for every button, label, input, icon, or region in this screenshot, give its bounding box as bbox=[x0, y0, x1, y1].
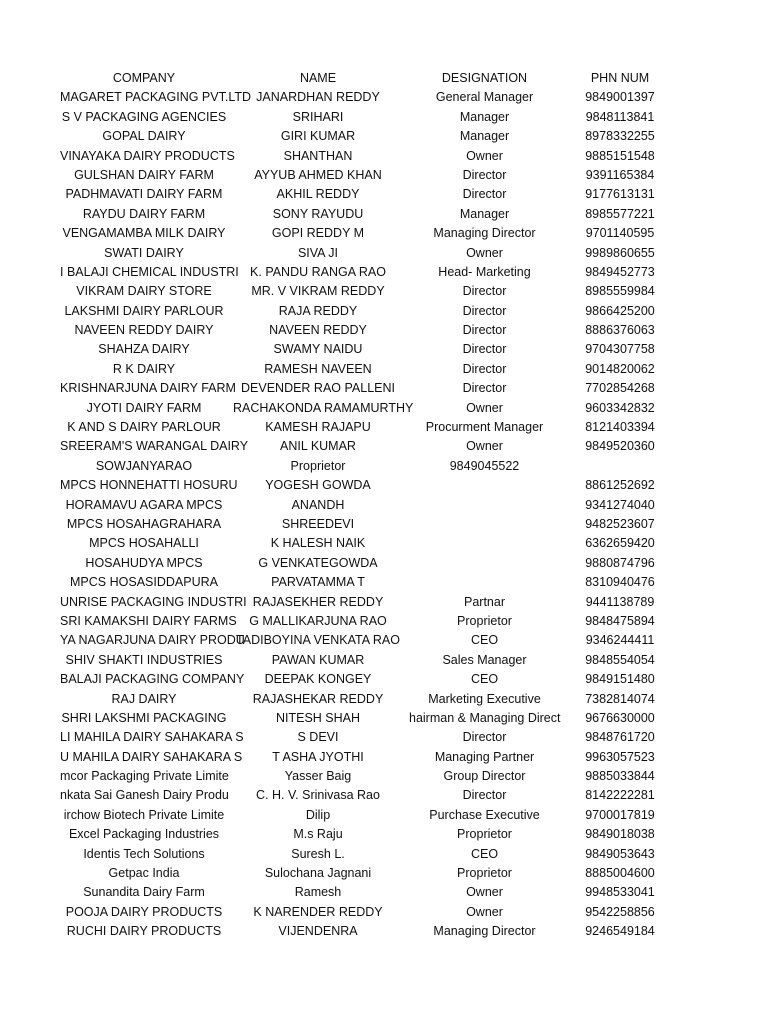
name-cell: Sulochana Jagnani bbox=[264, 866, 372, 881]
company-cell: NAVEEN REDDY DAIRY bbox=[74, 323, 214, 338]
company-cell: RAJ DAIRY bbox=[111, 691, 177, 706]
company-cell: SHAHZA DAIRY bbox=[98, 342, 190, 357]
phone-cell: 9700017819 bbox=[585, 807, 655, 822]
name-cell: Dilip bbox=[305, 807, 331, 822]
designation-cell: Owner bbox=[466, 439, 503, 454]
name-cell: K. PANDU RANGA RAO bbox=[250, 264, 386, 279]
name-cell: C. H. V. Srinivasa Rao bbox=[256, 788, 380, 803]
company-cell: Getpac India bbox=[108, 866, 180, 881]
company-cell: SRI KAMAKSHI DAIRY FARMS bbox=[60, 613, 237, 628]
designation-cell: Director bbox=[462, 303, 507, 318]
designation-cell: Director bbox=[462, 381, 507, 396]
phone-cell: 8310940476 bbox=[585, 575, 655, 590]
table-row bbox=[0, 88, 768, 107]
table-row bbox=[0, 709, 768, 728]
company-cell: PADHMAVATI DAIRY FARM bbox=[65, 187, 223, 202]
phone-cell: 6362659420 bbox=[585, 536, 655, 551]
name-cell: G MALLIKARJUNA RAO bbox=[249, 613, 387, 628]
table-row bbox=[0, 864, 768, 883]
phone-cell: 9246549184 bbox=[585, 924, 655, 939]
header-company: COMPANY bbox=[112, 71, 176, 85]
company-cell: HORAMAVU AGARA MPCS bbox=[65, 497, 223, 512]
designation-cell: Managing Partner bbox=[434, 749, 535, 764]
table-row bbox=[0, 651, 768, 670]
company-cell: JYOTI DAIRY FARM bbox=[86, 400, 202, 415]
phone-cell: 9603342832 bbox=[585, 400, 655, 415]
name-cell: MR. V VIKRAM REDDY bbox=[251, 284, 385, 299]
designation-cell: CEO bbox=[470, 672, 499, 687]
phone-cell: 9885033844 bbox=[585, 769, 655, 784]
name-cell: SHREEDEVI bbox=[281, 516, 355, 531]
phone-cell: 9849151480 bbox=[585, 672, 655, 687]
company-cell: HOSAHUDYA MPCS bbox=[85, 555, 203, 570]
designation-cell bbox=[409, 554, 560, 573]
company-cell: GULSHAN DAIRY FARM bbox=[74, 167, 214, 182]
table-row bbox=[0, 883, 768, 902]
name-cell: T ASHA JYOTHI bbox=[272, 749, 364, 764]
name-cell: VIJENDENRA bbox=[278, 924, 358, 939]
designation-cell: CEO bbox=[470, 846, 499, 861]
table-row bbox=[0, 612, 768, 631]
table-row bbox=[0, 185, 768, 204]
phone-cell: 8978332255 bbox=[585, 129, 655, 144]
company-cell: S V PACKAGING AGENCIES bbox=[61, 109, 227, 124]
name-cell: AKHIL REDDY bbox=[276, 187, 360, 202]
company-cell: RUCHI DAIRY PRODUCTS bbox=[66, 924, 222, 939]
company-cell: UNRISE PACKAGING INDUSTRI bbox=[60, 594, 247, 609]
designation-cell bbox=[409, 476, 560, 495]
table-row bbox=[0, 767, 768, 786]
designation-cell: CEO bbox=[470, 633, 499, 648]
table-row bbox=[0, 786, 768, 805]
table-row bbox=[0, 845, 768, 864]
table-row bbox=[0, 457, 768, 476]
designation-cell bbox=[409, 515, 560, 534]
name-cell: RAJASEKHER REDDY bbox=[252, 594, 384, 609]
name-cell: PARVATAMMA T bbox=[271, 575, 365, 590]
phone-cell: 9542258856 bbox=[585, 904, 655, 919]
table-row bbox=[0, 728, 768, 747]
name-cell: Suresh L. bbox=[291, 846, 345, 861]
table-row bbox=[0, 593, 768, 612]
name-cell: G VENKATEGOWDA bbox=[258, 555, 378, 570]
name-cell: SIVA JI bbox=[297, 245, 339, 260]
designation-cell: Owner bbox=[466, 245, 503, 260]
table-row bbox=[0, 903, 768, 922]
designation-cell: Director bbox=[462, 730, 507, 745]
company-cell: MPCS HOSAHALLI bbox=[89, 536, 199, 551]
phone-cell: 9866425200 bbox=[585, 303, 655, 318]
designation-cell: 9849045522 bbox=[449, 458, 520, 473]
company-cell: MPCS HONNEHATTI HOSURU bbox=[60, 478, 238, 493]
company-cell: KRISHNARJUNA DAIRY FARM bbox=[60, 381, 236, 396]
designation-cell: Sales Manager bbox=[442, 652, 527, 667]
table-body bbox=[0, 88, 768, 941]
designation-cell: Proprietor bbox=[457, 866, 512, 881]
name-cell: SRIHARI bbox=[292, 109, 344, 124]
header-row bbox=[0, 69, 768, 88]
company-cell: YA NAGARJUNA DAIRY PRODU bbox=[60, 633, 245, 648]
designation-cell bbox=[409, 496, 560, 515]
phone-cell: 9848554054 bbox=[585, 652, 655, 667]
designation-cell: Owner bbox=[466, 885, 503, 900]
name-cell: KAMESH RAJAPU bbox=[265, 420, 371, 435]
table-row bbox=[0, 399, 768, 418]
table-row bbox=[0, 127, 768, 146]
phone-cell: 9849520360 bbox=[585, 439, 655, 454]
company-cell: Sunandita Dairy Farm bbox=[83, 885, 205, 900]
company-cell: K AND S DAIRY PARLOUR bbox=[67, 420, 221, 435]
table-row bbox=[0, 282, 768, 301]
designation-cell: hairman & Managing Direct bbox=[409, 710, 561, 725]
phone-cell: 8985577221 bbox=[585, 206, 655, 221]
name-cell: YOGESH GOWDA bbox=[265, 478, 371, 493]
name-cell: K NARENDER REDDY bbox=[253, 904, 383, 919]
phone-cell: 9989860655 bbox=[585, 245, 655, 260]
table-row bbox=[0, 379, 768, 398]
company-cell: R K DAIRY bbox=[112, 361, 176, 376]
company-cell: nkata Sai Ganesh Dairy Produ bbox=[60, 788, 229, 803]
header-designation: DESIGNATION bbox=[441, 71, 528, 85]
name-cell: M.s Raju bbox=[293, 827, 343, 842]
phone-cell: 9177613131 bbox=[585, 187, 655, 202]
name-cell: RAMESH NAVEEN bbox=[264, 361, 372, 376]
designation-cell: Owner bbox=[466, 904, 503, 919]
designation-cell bbox=[409, 534, 560, 553]
table-row bbox=[0, 922, 768, 941]
company-cell: BALAJI PACKAGING COMPANY bbox=[60, 672, 245, 687]
phone-cell: 8142222281 bbox=[585, 788, 655, 803]
name-cell: TADIBOYINA VENKATA RAO bbox=[236, 633, 400, 648]
designation-cell: Head- Marketing bbox=[438, 264, 531, 279]
phone-cell: 8886376063 bbox=[585, 323, 655, 338]
designation-cell: Director bbox=[462, 361, 507, 376]
name-cell: NITESH SHAH bbox=[275, 710, 361, 725]
table-row bbox=[0, 534, 768, 553]
table-row bbox=[0, 147, 768, 166]
company-cell: GOPAL DAIRY bbox=[102, 129, 186, 144]
company-cell: VINAYAKA DAIRY PRODUCTS bbox=[60, 148, 235, 163]
designation-cell: Director bbox=[462, 167, 507, 182]
name-cell: RAJA REDDY bbox=[278, 303, 358, 318]
name-cell: SONY RAYUDU bbox=[272, 206, 364, 221]
contact-table bbox=[0, 69, 768, 942]
name-cell: NAVEEN REDDY bbox=[269, 323, 367, 338]
company-cell: mcor Packaging Private Limite bbox=[60, 769, 229, 784]
phone-cell: 7382814074 bbox=[585, 691, 655, 706]
company-cell: SREERAM'S WARANGAL DAIRY bbox=[60, 439, 249, 454]
phone-cell: 9849001397 bbox=[585, 90, 655, 105]
phone-cell: 9704307758 bbox=[585, 342, 655, 357]
table-row bbox=[0, 302, 768, 321]
designation-cell: Owner bbox=[466, 148, 503, 163]
company-cell: SWATI DAIRY bbox=[104, 245, 184, 260]
table-row bbox=[0, 690, 768, 709]
name-cell: SHANTHAN bbox=[283, 148, 353, 163]
designation-cell: Marketing Executive bbox=[428, 691, 541, 706]
designation-cell: Proprietor bbox=[457, 827, 512, 842]
company-cell: VIKRAM DAIRY STORE bbox=[76, 284, 212, 299]
phone-cell: 7702854268 bbox=[585, 381, 655, 396]
company-cell: I BALAJI CHEMICAL INDUSTRI bbox=[60, 264, 239, 279]
table-row bbox=[0, 360, 768, 379]
name-cell: ANANDH bbox=[291, 497, 345, 512]
phone-cell: 9701140595 bbox=[585, 226, 655, 241]
name-cell: DEVENDER RAO PALLENI bbox=[241, 381, 395, 396]
table-row bbox=[0, 670, 768, 689]
phone-cell: 8985559984 bbox=[585, 284, 655, 299]
phone-cell: 9014820062 bbox=[585, 361, 655, 376]
company-cell: VENGAMAMBA MILK DAIRY bbox=[62, 226, 226, 241]
designation-cell: Managing Director bbox=[433, 226, 536, 241]
header-name: NAME bbox=[299, 71, 337, 85]
table-row bbox=[0, 476, 768, 495]
phone-cell: 9441138789 bbox=[585, 594, 655, 609]
name-cell: Yasser Baig bbox=[284, 769, 352, 784]
phone-cell: 9849452773 bbox=[585, 264, 655, 279]
table-row bbox=[0, 437, 768, 456]
name-cell: K HALESH NAIK bbox=[270, 536, 366, 551]
designation-cell bbox=[409, 573, 560, 592]
designation-cell: Director bbox=[462, 323, 507, 338]
company-cell: MPCS HOSASIDDAPURA bbox=[70, 575, 218, 590]
company-cell: Identis Tech Solutions bbox=[83, 846, 205, 861]
company-cell: LAKSHMI DAIRY PARLOUR bbox=[64, 303, 224, 318]
company-cell: SHIV SHAKTI INDUSTRIES bbox=[65, 652, 223, 667]
phone-cell: 9341274040 bbox=[585, 497, 655, 512]
designation-cell: Purchase Executive bbox=[429, 807, 540, 822]
designation-cell: Proprietor bbox=[457, 613, 512, 628]
company-cell: LI MAHILA DAIRY SAHAKARA S bbox=[60, 730, 244, 745]
designation-cell: Partnar bbox=[464, 594, 505, 609]
designation-cell: Group Director bbox=[443, 769, 526, 784]
table-row bbox=[0, 340, 768, 359]
table-row bbox=[0, 554, 768, 573]
table-row bbox=[0, 496, 768, 515]
phone-cell: 9948533041 bbox=[585, 885, 655, 900]
designation-cell: General Manager bbox=[435, 90, 534, 105]
designation-cell: Manager bbox=[459, 129, 510, 144]
designation-cell: Manager bbox=[459, 206, 510, 221]
name-cell: RAJASHEKAR REDDY bbox=[252, 691, 384, 706]
table-row bbox=[0, 166, 768, 185]
table-row bbox=[0, 573, 768, 592]
table-row bbox=[0, 205, 768, 224]
table-row bbox=[0, 418, 768, 437]
table-row bbox=[0, 263, 768, 282]
phone-cell: 8861252692 bbox=[585, 478, 655, 493]
company-cell: MPCS HOSAHAGRAHARA bbox=[66, 516, 222, 531]
table-row bbox=[0, 806, 768, 825]
designation-cell: Procurment Manager bbox=[425, 420, 544, 435]
designation-cell: Owner bbox=[466, 400, 503, 415]
designation-cell: Director bbox=[462, 284, 507, 299]
company-cell: U MAHILA DAIRY SAHAKARA S bbox=[60, 749, 243, 764]
table-row bbox=[0, 748, 768, 767]
name-cell: PAWAN KUMAR bbox=[271, 652, 365, 667]
company-cell: SHRI LAKSHMI PACKAGING bbox=[61, 710, 227, 725]
table-row bbox=[0, 321, 768, 340]
company-cell: Excel Packaging Industries bbox=[68, 827, 220, 842]
table-row bbox=[0, 108, 768, 127]
name-cell: Proprietor bbox=[290, 458, 346, 473]
phone-cell: 9848113841 bbox=[585, 109, 655, 124]
phone-cell: 9391165384 bbox=[585, 167, 655, 182]
name-cell: S DEVI bbox=[297, 730, 339, 745]
phone-cell: 9676630000 bbox=[585, 710, 655, 725]
phone-cell: 9885151548 bbox=[585, 148, 655, 163]
phone-cell: 9880874796 bbox=[585, 555, 655, 570]
table-row bbox=[0, 515, 768, 534]
company-cell: SOWJANYARAO bbox=[95, 458, 193, 473]
header-phone: PHN NUM bbox=[590, 71, 650, 85]
phone-cell: 9848475894 bbox=[585, 613, 655, 628]
phone-cell: 9849053643 bbox=[585, 846, 655, 861]
designation-cell: Director bbox=[462, 187, 507, 202]
name-cell: SWAMY NAIDU bbox=[273, 342, 363, 357]
company-cell: RAYDU DAIRY FARM bbox=[82, 206, 206, 221]
phone-cell: 8121403394 bbox=[585, 420, 655, 435]
designation-cell: Director bbox=[462, 788, 507, 803]
phone-cell: 8885004600 bbox=[585, 866, 655, 881]
table-row bbox=[0, 631, 768, 650]
designation-cell: Director bbox=[462, 342, 507, 357]
table-row bbox=[0, 224, 768, 243]
table-row bbox=[0, 244, 768, 263]
name-cell: GOPI REDDY M bbox=[271, 226, 365, 241]
phone-cell: 9963057523 bbox=[585, 749, 655, 764]
name-cell: ANIL KUMAR bbox=[280, 439, 356, 454]
company-cell: irchow Biotech Private Limite bbox=[63, 807, 225, 822]
phone-cell: 9849018038 bbox=[585, 827, 655, 842]
phone-cell: 9848761720 bbox=[585, 730, 655, 745]
name-cell: AYYUB AHMED KHAN bbox=[254, 167, 382, 182]
name-cell: DEEPAK KONGEY bbox=[264, 672, 372, 687]
name-cell: JANARDHAN REDDY bbox=[256, 90, 380, 105]
table-row bbox=[0, 825, 768, 844]
designation-cell: Managing Director bbox=[433, 924, 536, 939]
company-cell: MAGARET PACKAGING PVT.LTD bbox=[60, 90, 252, 105]
name-cell: RACHAKONDA RAMAMURTHY bbox=[233, 400, 414, 415]
name-cell: Ramesh bbox=[294, 885, 342, 900]
phone-cell: 9482523607 bbox=[585, 516, 655, 531]
phone-cell: 9346244411 bbox=[585, 633, 655, 648]
phone-cell bbox=[564, 457, 676, 476]
name-cell: GIRI KUMAR bbox=[280, 129, 356, 144]
designation-cell: Manager bbox=[459, 109, 510, 124]
company-cell: POOJA DAIRY PRODUCTS bbox=[65, 904, 223, 919]
